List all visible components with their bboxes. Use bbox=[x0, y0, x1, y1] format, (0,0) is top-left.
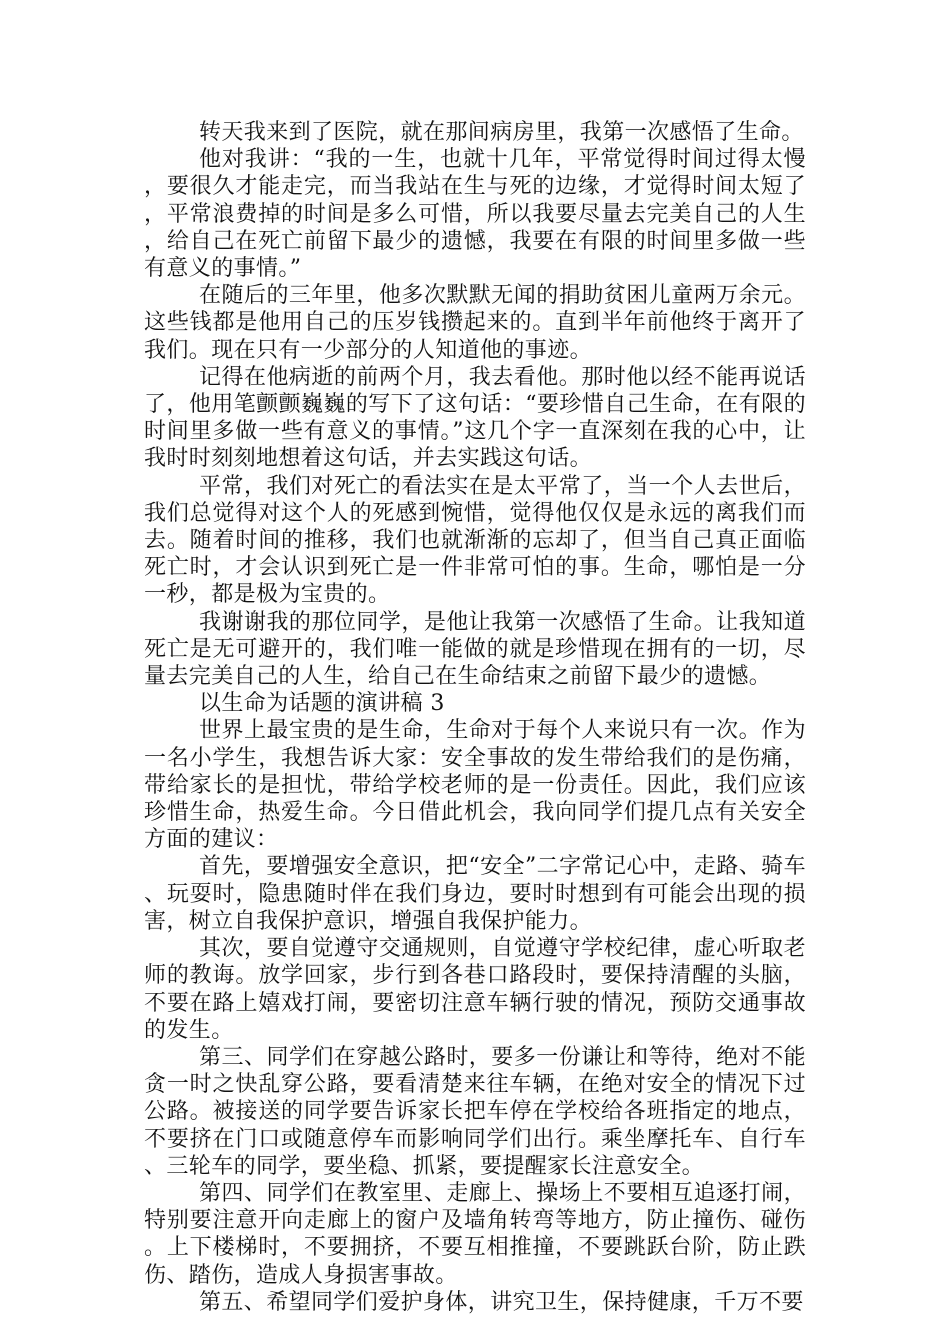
document-body bbox=[144, 119, 806, 1316]
paragraph-fifth: 第五、希望同学们爱护身体，讲究卫生，保持健康，千万不要 bbox=[199, 1289, 804, 1315]
paragraph-hospital: 转天我来到了医院，就在那间病房里，我第一次感悟了生命。 bbox=[199, 120, 804, 145]
paragraph-death-view: 平常，我们对死亡的看法实在是太平常了，当一个人去世后，我们总觉得对这个人的死感到惋惜，觉得他仅仅是永远的离我们而去。随着时间的推移，我们也就渐渐的忘却了，但当自己真正面临死亡时，才会认识到死亡是一件非常可怕的事。生命，哪怕是一分一秒，都是极为宝贵的。 bbox=[144, 473, 806, 608]
paragraph-quote: 他对我讲：“我的一生，也就十几年，平常觉得时间过得太慢，要很久才能走完，而当我站在生与死的边缘，才觉得时间太短了，平常浪费掉的时间是多么可惜，所以我要尽量去完美自己的人生，给自己在死亡前留下最少的遗憾，我要在有限的时间里多做一些有意义的事情。” bbox=[144, 147, 806, 282]
paragraph-second: 其次，要自觉遵守交通规则，自觉遵守学校纪律，虚心听取老师的教诲。放学回家，步行到各巷口路段时，要保持清醒的头脑，不要在路上嬉戏打闹，要密切注意车辆行驶的情况，预防交通事故的发生。 bbox=[144, 936, 806, 1043]
section-heading: 以生命为话题的演讲稿 3 bbox=[199, 691, 445, 717]
paragraph-thanks: 我谢谢我的那位同学，是他让我第一次感悟了生命。让我知道死亡是无可避开的，我们唯一能做的就是珍惜现在拥有的一切，尽量去完美自己的人生，给自己在生命结束之前留下最少的遗憾。 bbox=[144, 609, 806, 690]
paragraph-intro: 世界上最宝贵的是生命，生命对于每个人来说只有一次。作为一名小学生，我想告诉大家：安全事故的发生带给我们的是伤痛，带给家长的是担忧，带给学校老师的是一份责任。因此，我们应该珍惜生命，热爱生命。今日借此机会，我向同学们提几点有关安全方面的建议： bbox=[144, 718, 806, 853]
paragraph-last-visit: 记得在他病逝的前两个月，我去看他。那时他以经不能再说话了，他用笔颤颤巍巍的写下了这句话：“要珍惜自己生命，在有限的时间里多做一些有意义的事情。”这几个字一直深刻在我的心中，让我时时刻刻地想着这句话，并去实践这句话。 bbox=[144, 364, 806, 472]
paragraph-fourth: 第四、同学们在教室里、走廊上、操场上不要相互追逐打闹，特别要注意开向走廊上的窗户及墙角转弯等地方，防止撞伤、碰伤。上下楼梯时，不要拥挤，不要互相推撞，不要跳跃台阶，防止跌伤、踏伤，造成人身损害事故。 bbox=[144, 1180, 806, 1288]
paragraph-first: 首先，要增强安全意识，把“安全”二字常记心中，走路、骑车、玩耍时，隐患随时伴在我们身边，要时时想到有可能会出现的损害，树立自我保护意识，增强自我保护能力。 bbox=[144, 854, 806, 934]
paragraph-donation: 在随后的三年里，他多次默默无闻的捐助贫困儿童两万余元。这些钱都是他用自己的压岁钱攒起来的。直到半年前他终于离开了我们。现在只有一少部分的人知道他的事迹。 bbox=[144, 283, 806, 363]
paragraph-third: 第三、同学们在穿越公路时，要多一份谦让和等待，绝对不能贪一时之快乱穿公路，要看清楚来往车辆，在绝对安全的情况下过公路。被接送的同学要告诉家长把车停在学校给各班指定的地点，不要挤在门口或随意停车而影响同学们出行。乘坐摩托车、自行车、三轮车的同学，要坐稳、抓紧，要提醒家长注意安全。 bbox=[144, 1044, 806, 1179]
